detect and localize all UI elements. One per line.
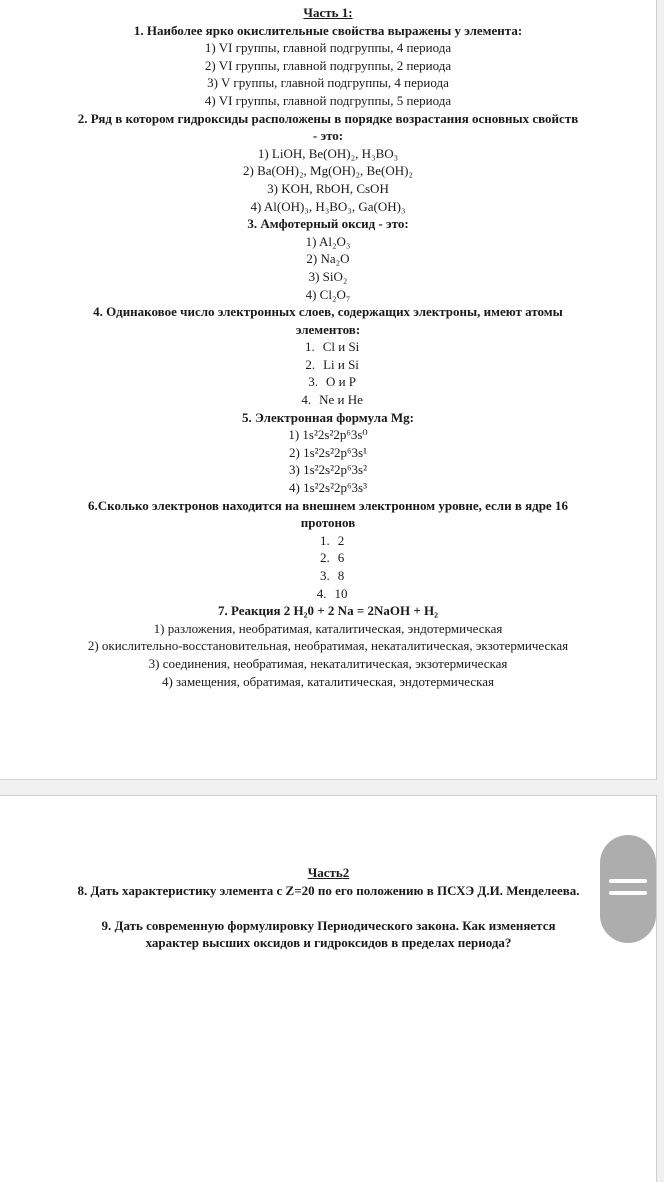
question-2: 2. Ряд в котором гидроксиды расположены в порядке возрастания основных свойств bbox=[77, 110, 579, 126]
question-4-cont: элементов: bbox=[295, 321, 361, 337]
option-text: 6 bbox=[337, 550, 345, 566]
option-number: 4. bbox=[301, 392, 312, 408]
question-9-cont: характер высших оксидов и гидроксидов в пределах периода? bbox=[145, 935, 512, 951]
option-number: 1. bbox=[320, 532, 330, 548]
option: 1) разложения, необратимая, каталитическая, эндотермическая bbox=[153, 620, 503, 636]
question-5: 5. Электронная формула Mg: bbox=[242, 409, 414, 425]
option bbox=[0, 373, 656, 391]
option: 4) Cl₂O₇ bbox=[305, 286, 351, 302]
option: 2) окислительно-восстановительная, необратимая, некаталитическая, экзотермическая bbox=[87, 638, 569, 654]
option: 4) 1s²2s²2p⁶3s³ bbox=[289, 480, 367, 496]
option: 4) VI группы, главной подгруппы, 5 периода bbox=[204, 92, 452, 108]
option bbox=[0, 532, 656, 550]
part2-title: Часть2 bbox=[307, 865, 350, 880]
option bbox=[0, 585, 656, 603]
question-1-options bbox=[0, 39, 656, 109]
option: 4) замещения, обратимая, каталитическая, эндотермическая bbox=[161, 673, 495, 689]
question-3: 3. Амфотерный оксид - это: bbox=[247, 216, 409, 232]
scroll-menu-button[interactable] bbox=[600, 835, 656, 943]
option-number: 1. bbox=[304, 339, 315, 355]
question-3-options bbox=[0, 233, 656, 303]
question-6-cont: протонов bbox=[300, 515, 356, 531]
option-text: Ne и He bbox=[319, 392, 363, 408]
option-text: O и P bbox=[325, 374, 357, 390]
option: 1) LiOH, Be(OH)₂, H₃BO₃ bbox=[257, 145, 399, 161]
question-7: 7. Реакция 2 H₂0 + 2 Na = 2NaOH + H₂ bbox=[217, 603, 439, 619]
option: 3) V группы, главной подгруппы, 4 периода bbox=[207, 75, 449, 91]
question-9: 9. Дать современную формулировку Периодического закона. Как изменяется bbox=[101, 917, 556, 933]
question-6: 6.Сколько электронов находится на внешнем электронном уровне, если в ядре 16 bbox=[88, 497, 568, 513]
option: 1) Al₂O₃ bbox=[305, 233, 351, 249]
question-4: 4. Одинаковое число электронных слоев, содержащих электроны, имеют атомы bbox=[93, 304, 563, 320]
question-4-options bbox=[0, 338, 656, 408]
question-1: 1. Наиболее ярко окислительные свойства выражены у элемента: bbox=[133, 22, 523, 38]
question-8: 8. Дать характеристику элемента с Z=20 по его положению в ПСХЭ Д.И. Менделеева. bbox=[77, 882, 580, 898]
option: 2) Ba(OH)₂, Mg(OH)₂, Be(OH)₂ bbox=[243, 163, 413, 179]
option bbox=[0, 338, 656, 356]
option-number: 2. bbox=[305, 356, 316, 372]
question-2-cont: - это: bbox=[312, 128, 344, 144]
option-number: 2. bbox=[320, 550, 330, 566]
option: 2) VI группы, главной подгруппы, 2 периода bbox=[204, 57, 452, 73]
option-number: 3. bbox=[320, 568, 330, 583]
option: 1) 1s²2s²2p⁶3s⁰ bbox=[288, 427, 368, 443]
part2-section bbox=[0, 864, 657, 952]
option-number: 4. bbox=[316, 585, 327, 601]
option-text: 10 bbox=[334, 585, 348, 601]
option bbox=[0, 567, 656, 585]
spacer bbox=[0, 899, 657, 917]
option-text: 8 bbox=[337, 568, 345, 583]
option: 3) соединения, необратимая, некаталитическая, экзотермическая bbox=[148, 655, 508, 671]
option: 2) 1s²2s²2p⁶3s¹ bbox=[289, 444, 367, 460]
option bbox=[0, 356, 656, 374]
option bbox=[0, 391, 656, 409]
option: 4) Al(OH)₃, H₃BO₃, Ga(OH)₃ bbox=[250, 198, 406, 214]
option-text: 2 bbox=[337, 532, 345, 548]
question-7-options bbox=[0, 620, 656, 690]
option bbox=[0, 549, 656, 567]
option: 3) 1s²2s²2p⁶3s² bbox=[289, 462, 367, 478]
part1-title: Часть 1: bbox=[303, 5, 353, 20]
question-2-options bbox=[0, 145, 656, 215]
option: 2) Na₂O bbox=[306, 251, 350, 267]
option-text: Li и Si bbox=[323, 356, 359, 372]
question-5-options bbox=[0, 426, 656, 496]
option: 1) VI группы, главной подгруппы, 4 периода bbox=[204, 40, 452, 56]
option: 3) KOH, RbOH, CsOH bbox=[267, 180, 389, 196]
option-number: 3. bbox=[308, 374, 318, 390]
question-6-options bbox=[0, 532, 656, 602]
option-text: Cl и Si bbox=[322, 339, 360, 355]
option: 3) SiO₂ bbox=[308, 268, 348, 284]
document-page-2 bbox=[0, 795, 657, 1182]
